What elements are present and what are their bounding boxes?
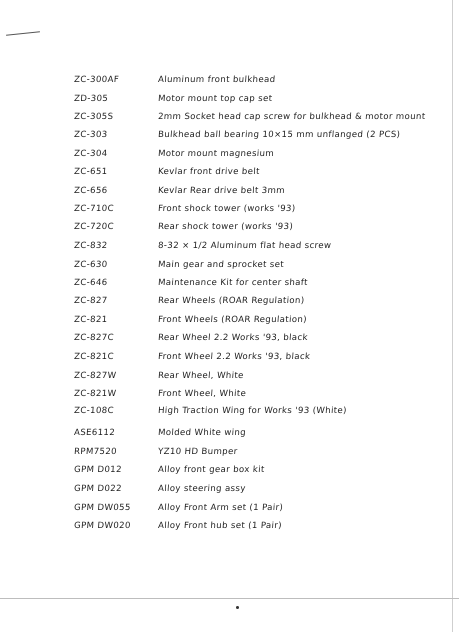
part-code: ZC-821C [73,352,115,362]
part-code: ZC-646 [73,278,108,288]
list-item [0,402,459,420]
part-code: ZC-827 [73,296,108,306]
part-description: Rear shock tower (works '93) [157,222,294,232]
part-code: ZD-305 [73,94,109,104]
list-item [0,274,459,292]
list-item [0,499,459,517]
part-description: Aluminum front bulkhead [157,75,276,85]
part-code: ASE6112 [73,428,116,438]
part-description: Front Wheel, White [157,389,247,399]
part-code: ZC-630 [73,260,108,270]
part-code: ZC-656 [73,186,108,196]
list-item [0,256,459,274]
part-code: ZC-710C [73,204,115,214]
part-code: ZC-304 [73,149,108,159]
scan-speck [236,606,239,609]
part-description: Main gear and sprocket set [157,260,285,270]
part-code: GPM D022 [73,484,123,494]
part-description: Maintenance Kit for center shaft [157,278,309,288]
part-description: YZ10 HD Bumper [157,447,238,457]
list-item [0,367,459,385]
part-description: Alloy steering assy [157,484,247,494]
part-code: ZC-108C [73,406,115,416]
part-description: Motor mount top cap set [157,94,273,104]
part-description: Motor mount magnesium [157,149,275,159]
scan-edge-bottom [0,598,459,599]
part-code: ZC-300AF [73,75,120,85]
list-item [0,108,459,126]
list-item [0,163,459,181]
part-code: ZC-305S [73,112,114,122]
part-code: ZC-651 [73,167,108,177]
part-code: ZC-832 [73,241,108,251]
part-description: Alloy front gear box kit [157,465,265,475]
part-description: Alloy Front hub set (1 Pair) [157,521,283,531]
part-description: Kevlar front drive belt [157,167,261,177]
part-code: ZC-720C [73,222,115,232]
part-description: Front Wheels (ROAR Regulation) [157,315,308,325]
list-item [0,145,459,163]
part-code: GPM DW055 [73,503,132,513]
list-item [0,126,459,144]
list-item [0,443,459,461]
list-item [0,237,459,255]
part-code: ZC-827W [73,371,117,381]
part-description: Molded White wing [157,428,247,438]
part-description: Kevlar Rear drive belt 3mm [157,186,286,196]
pen-stroke-mark [6,31,40,36]
list-item [0,218,459,236]
list-item [0,385,459,403]
part-code: ZC-821 [73,315,108,325]
part-description: 8-32 × 1/2 Aluminum flat head screw [157,241,332,251]
list-item [0,90,459,108]
part-description: High Traction Wing for Works '93 (White) [157,406,348,416]
part-description: Bulkhead ball bearing 10×15 mm unflanged (2 PCS) [157,130,401,140]
part-code: ZC-303 [73,130,108,140]
part-description: Rear Wheels (ROAR Regulation) [157,296,305,306]
part-code: ZC-821W [73,389,117,399]
list-item [0,71,459,89]
part-description: Front shock tower (works '93) [157,204,296,214]
list-item [0,329,459,347]
list-item [0,480,459,498]
part-code: GPM D012 [73,465,123,475]
list-item [0,424,459,442]
list-item [0,517,459,535]
part-description: Alloy Front Arm set (1 Pair) [157,503,284,513]
list-item [0,311,459,329]
part-description: Front Wheel 2.2 Works '93, black [157,352,311,362]
part-code: GPM DW020 [73,521,132,531]
part-code: RPM7520 [73,447,118,457]
list-item [0,292,459,310]
part-description: Rear Wheel, White [157,371,245,381]
part-description: 2mm Socket head cap screw for bulkhead & motor mount [157,112,426,122]
list-item [0,348,459,366]
part-code: ZC-827C [73,333,115,343]
part-description: Rear Wheel 2.2 Works '93, black [157,333,309,343]
list-item [0,461,459,479]
list-item [0,182,459,200]
list-item [0,200,459,218]
